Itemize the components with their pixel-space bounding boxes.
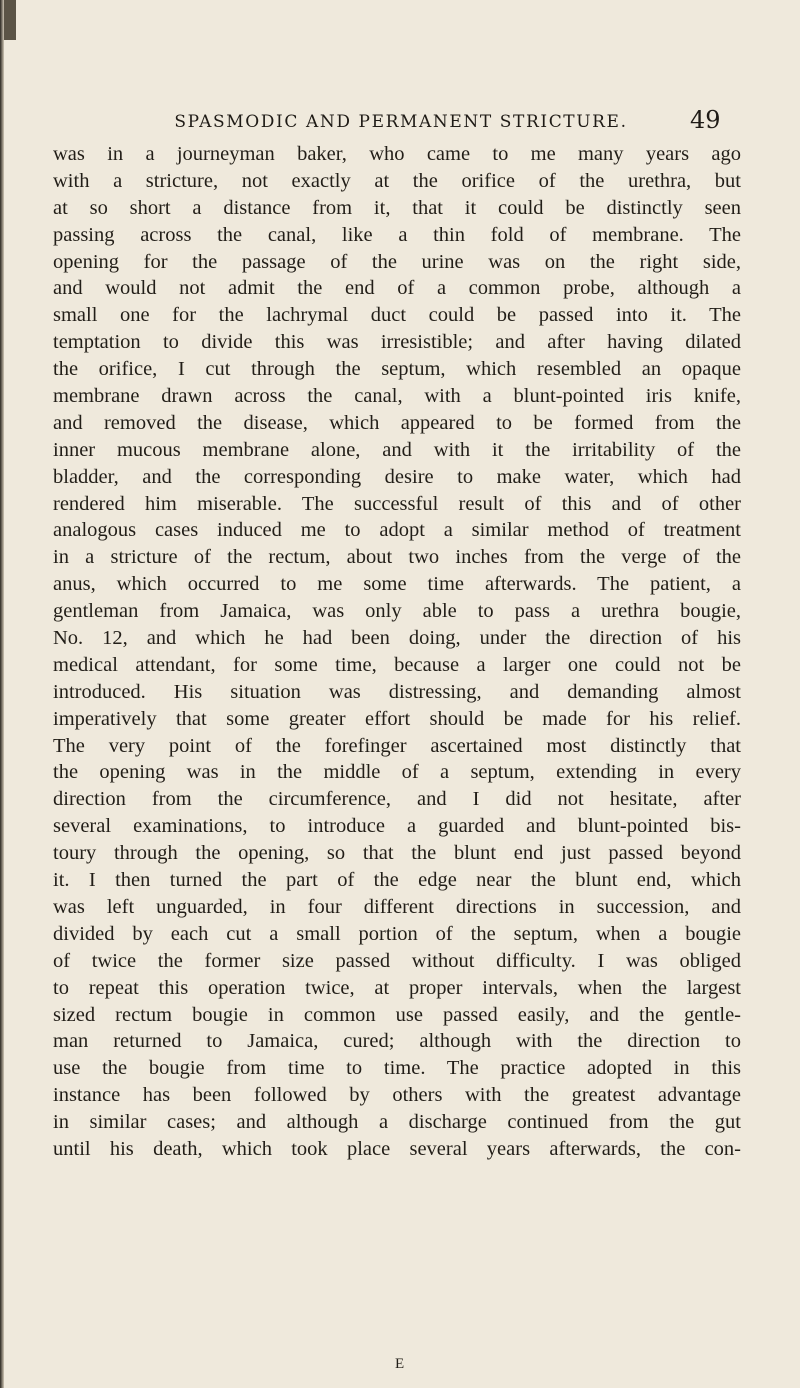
text-line: the orifice, I cut through the septum, which resembled an opaque (53, 358, 741, 381)
page-edge (0, 0, 4, 1388)
text-line: was in a journeyman baker, who came to me many years ago (53, 143, 741, 165)
text-line: The very point of the forefinger ascertained most distinctly that (53, 734, 741, 757)
running-head: SPASMODIC AND PERMANENT STRICTURE. (174, 112, 628, 132)
text-line: small one for the lachrymal duct could be passed into it. The (53, 304, 741, 327)
text-line: use the bougie from time to time. The practice adopted in this (53, 1057, 741, 1080)
text-line: and removed the disease, which appeared to be formed from the (53, 411, 741, 434)
text-line: rendered him miserable. The successful result of this and of other (53, 492, 741, 515)
text-line: was left unguarded, in four different directions in succession, and (53, 895, 741, 918)
text-line: medical attendant, for some time, because a larger one could not be (53, 653, 741, 676)
text-line: instance has been followed by others with the greatest advantage (53, 1084, 741, 1107)
text-line: with a stricture, not exactly at the orifice of the urethra, but (53, 169, 741, 192)
text-line: man returned to Jamaica, cured; although with the direction to (53, 1030, 741, 1053)
text-line: direction from the circumference, and I did not hesitate, after (53, 788, 741, 811)
text-line: of twice the former size passed without difficulty. I was obliged (53, 949, 741, 972)
text-line: toury through the opening, so that the blunt end just passed beyond (53, 842, 741, 865)
text-line: introduced. His situation was distressing, and demanding almost (53, 680, 741, 703)
text-line: to repeat this operation twice, at proper intervals, when the largest (53, 976, 741, 999)
text-line: gentleman from Jamaica, was only able to pass a urethra bougie, (53, 600, 741, 623)
text-line: and would not admit the end of a common probe, although a (53, 277, 741, 300)
text-line: inner mucous membrane alone, and with it the irritability of the (53, 438, 741, 461)
text-line: bladder, and the corresponding desire to make water, which had (53, 465, 741, 488)
page-number: 49 (690, 106, 721, 134)
text-line: the opening was in the middle of a septum, extending in every (53, 761, 741, 784)
text-line: it. I then turned the part of the edge near the blunt end, which (53, 869, 741, 892)
text-line: opening for the passage of the urine was on the right side, (53, 250, 741, 273)
body-text (53, 141, 741, 1163)
page-corner (4, 0, 16, 40)
text-line: in a stricture of the rectum, about two inches from the verge of the (53, 546, 741, 569)
text-line: anus, which occurred to me some time afterwards. The patient, a (53, 573, 741, 596)
text-line: imperatively that some greater effort should be made for his relief. (53, 707, 741, 730)
text-line: membrane drawn across the canal, with a blunt-pointed iris knife, (53, 385, 741, 408)
text-line: temptation to divide this was irresistible; and after having dilated (53, 331, 741, 354)
text-line: in similar cases; and although a discharge continued from the gut (53, 1111, 741, 1134)
text-line: several examinations, to introduce a guarded and blunt-pointed bis- (53, 815, 741, 838)
text-line: until his death, which took place several years afterwards, the con- (53, 1137, 741, 1160)
text-line: No. 12, and which he had been doing, under the direction of his (53, 627, 741, 650)
text-line: analogous cases induced me to adopt a similar method of treatment (53, 519, 741, 542)
text-line: at so short a distance from it, that it could be distinctly seen (53, 196, 741, 219)
signature-mark: E (395, 1356, 405, 1372)
text-line: sized rectum bougie in common use passed easily, and the gentle- (53, 1003, 741, 1026)
text-line: passing across the canal, like a thin fold of membrane. The (53, 223, 741, 246)
text-line: divided by each cut a small portion of the septum, when a bougie (53, 922, 741, 945)
